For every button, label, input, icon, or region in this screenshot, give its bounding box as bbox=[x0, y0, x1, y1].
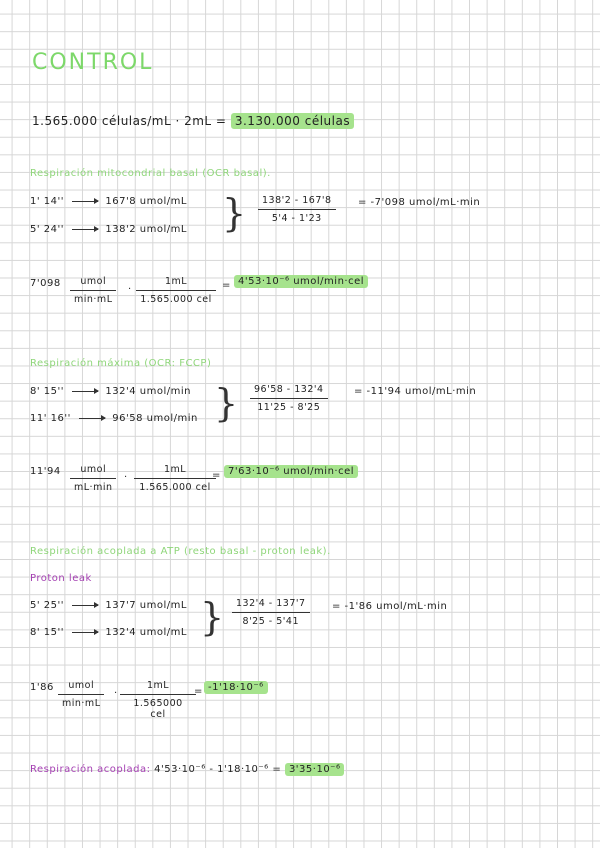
atp-conv-num-1: umol bbox=[68, 680, 95, 691]
maxima-frac-num: 96'58 - 132'4 bbox=[254, 384, 324, 395]
maxima-conv-frac-1 bbox=[70, 464, 116, 493]
basal-value-1: 167'8 umol/mL bbox=[105, 196, 187, 207]
basal-time-1: 1' 14'' bbox=[30, 196, 65, 207]
maxima-time-2: 11' 16'' bbox=[30, 413, 71, 424]
basal-conv-frac-1 bbox=[70, 276, 116, 305]
acoplada-result: 3'35·10⁻⁶ bbox=[285, 763, 345, 776]
proton-leak-header: Proton leak bbox=[30, 573, 92, 584]
basal-conv-den-1: min·mL bbox=[70, 290, 116, 305]
basal-conv-num-1: umol bbox=[80, 276, 107, 287]
maxima-conv-den-1: mL·min bbox=[70, 478, 116, 493]
maxima-fraction bbox=[250, 384, 328, 413]
maxima-conv-dot: · bbox=[124, 472, 128, 483]
atp-row-1 bbox=[30, 600, 187, 611]
atp-conv-den-2: 1.565000 cel bbox=[120, 694, 196, 720]
arrow-icon bbox=[72, 632, 98, 633]
arrow-icon bbox=[72, 605, 98, 606]
atp-value-2: 132'4 umol/mL bbox=[105, 627, 187, 638]
basal-conv-num-2: 1mL bbox=[164, 276, 188, 287]
maxima-result: = -11'94 umol/mL·min bbox=[354, 386, 477, 397]
maxima-header: Respiración máxima (OCR: FCCP) bbox=[30, 358, 212, 369]
maxima-row-2 bbox=[30, 413, 198, 424]
page-title: CONTROL bbox=[32, 50, 154, 75]
atp-result: = -1'86 umol/mL·min bbox=[332, 601, 448, 612]
atp-conv-den-1: min·mL bbox=[58, 694, 104, 709]
cells-result: 3.130.000 células bbox=[231, 113, 354, 129]
arrow-icon bbox=[72, 229, 98, 230]
basal-conv-frac-2 bbox=[136, 276, 216, 305]
basal-header: Respiración mitocondrial basal (OCR basal). bbox=[30, 168, 271, 179]
basal-conv-lead: 7'098 bbox=[30, 278, 61, 289]
arrow-icon bbox=[79, 418, 105, 419]
maxima-conv-num-1: umol bbox=[80, 464, 107, 475]
atp-header: Respiración acoplada a ATP (resto basal - proton leak). bbox=[30, 546, 331, 557]
atp-time-2: 8' 15'' bbox=[30, 627, 65, 638]
maxima-value-1: 132'4 umol/min bbox=[105, 386, 191, 397]
atp-time-1: 5' 25'' bbox=[30, 600, 65, 611]
maxima-conv-result: 7'63·10⁻⁶ umol/min·cel bbox=[224, 465, 358, 478]
acoplada-line bbox=[30, 764, 344, 775]
arrow-icon bbox=[72, 391, 98, 392]
maxima-conv-eq: = bbox=[212, 470, 221, 481]
brace-icon: } bbox=[222, 191, 247, 235]
atp-row-2 bbox=[30, 627, 187, 638]
acoplada-expression: 4'53·10⁻⁶ - 1'18·10⁻⁶ = bbox=[154, 764, 282, 775]
acoplada-label: Respiración acoplada: bbox=[30, 764, 151, 775]
maxima-conv-frac-2 bbox=[134, 464, 216, 493]
basal-result: = -7'098 umol/mL·min bbox=[358, 197, 481, 208]
basal-frac-den: 5'4 - 1'23 bbox=[258, 209, 336, 224]
atp-frac-num: 132'4 - 137'7 bbox=[236, 598, 306, 609]
basal-row-1 bbox=[30, 196, 187, 207]
atp-frac-den: 8'25 - 5'41 bbox=[232, 612, 310, 627]
atp-value-1: 137'7 umol/mL bbox=[105, 600, 187, 611]
basal-conv-result: 4'53·10⁻⁶ umol/min·cel bbox=[234, 275, 368, 288]
maxima-conv-num-2: 1mL bbox=[163, 464, 187, 475]
basal-conv-dot: · bbox=[128, 284, 132, 295]
basal-time-2: 5' 24'' bbox=[30, 224, 65, 235]
atp-conv-result-wrap bbox=[204, 682, 268, 693]
basal-fraction bbox=[258, 195, 336, 224]
maxima-value-2: 96'58 umol/min bbox=[112, 413, 198, 424]
basal-frac-num: 138'2 - 167'8 bbox=[262, 195, 332, 206]
basal-row-2 bbox=[30, 224, 187, 235]
atp-conv-lead: 1'86 bbox=[30, 682, 54, 693]
brace-icon: } bbox=[214, 381, 239, 425]
basal-conv-result-wrap bbox=[234, 276, 368, 287]
atp-conv-frac-1 bbox=[58, 680, 104, 709]
maxima-row-1 bbox=[30, 386, 191, 397]
maxima-time-1: 8' 15'' bbox=[30, 386, 65, 397]
brace-icon: } bbox=[200, 595, 225, 639]
basal-conv-den-2: 1.565.000 cel bbox=[136, 290, 216, 305]
cells-expression: 1.565.000 células/mL · 2mL = bbox=[32, 114, 227, 128]
maxima-conv-result-wrap bbox=[224, 466, 358, 477]
basal-conv-eq: = bbox=[222, 280, 231, 291]
basal-value-2: 138'2 umol/mL bbox=[105, 224, 187, 235]
atp-conv-dot: · bbox=[114, 688, 118, 699]
atp-fraction bbox=[232, 598, 310, 627]
atp-conv-result: -1'18·10⁻⁶ bbox=[204, 681, 268, 694]
atp-conv-frac-2 bbox=[120, 680, 196, 720]
arrow-icon bbox=[72, 201, 98, 202]
atp-conv-num-2: 1mL bbox=[146, 680, 170, 691]
atp-conv-eq: = bbox=[194, 686, 203, 697]
maxima-frac-den: 11'25 - 8'25 bbox=[250, 398, 328, 413]
cells-line bbox=[32, 114, 354, 128]
maxima-conv-lead: 11'94 bbox=[30, 466, 61, 477]
maxima-conv-den-2: 1.565.000 cel bbox=[134, 478, 216, 493]
